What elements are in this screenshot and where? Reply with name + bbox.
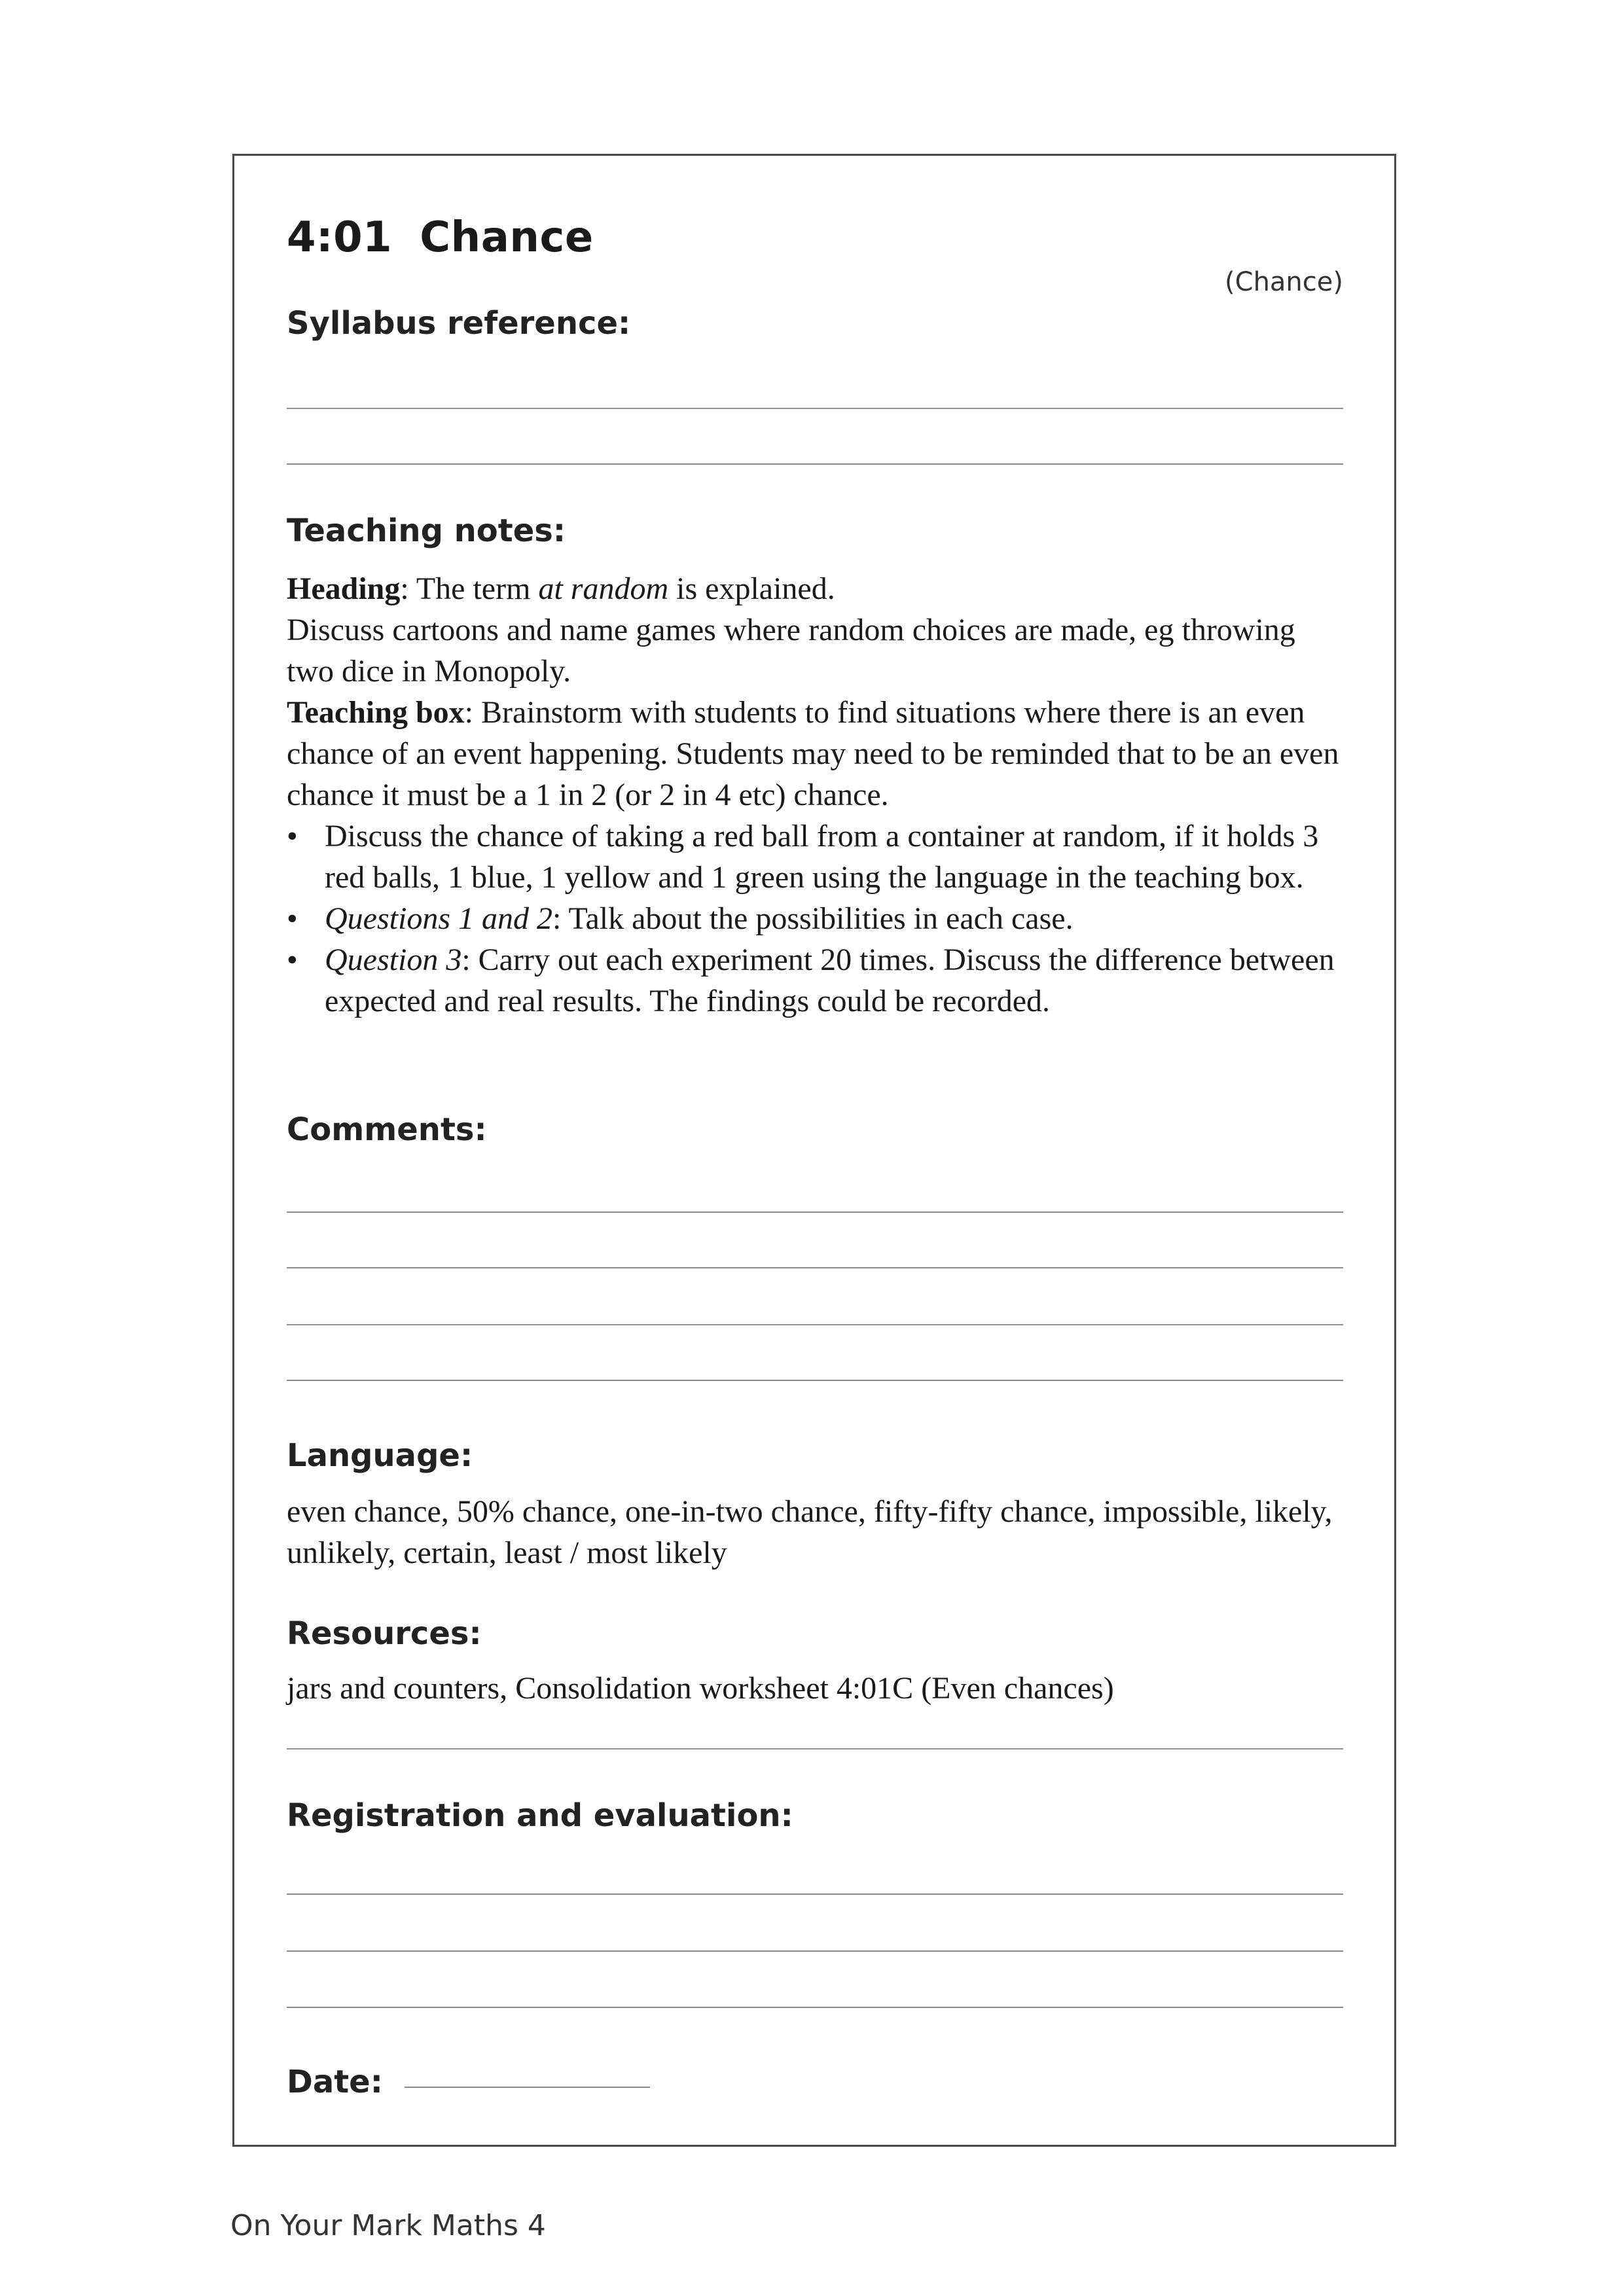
list-item-label: Question 3	[325, 942, 462, 977]
registration-line-1	[287, 1893, 1343, 1895]
lesson-title	[287, 213, 594, 262]
bullet-icon: •	[287, 942, 298, 977]
heading-note-text-a: : The term	[400, 571, 539, 606]
lesson-number: 4:01	[287, 213, 393, 262]
teaching-box-text: : Brainstorm with students to find situations where there is an even chance of an event happening. Students may need to be reminded that to be an even chance it must be a 1 in 2 (or 2 in 4 etc) chance.	[287, 695, 1339, 812]
teaching-box-label: Teaching box	[287, 695, 465, 730]
list-item-text: : Talk about the possibilities in each case.	[552, 901, 1074, 936]
list-item-text: Discuss the chance of taking a red ball from a container at random, if it holds 3 red balls, 1 blue, 1 yellow and 1 green using the language in the teaching box.	[325, 819, 1319, 895]
syllabus-line-2	[287, 463, 1343, 465]
bullet-icon: •	[287, 819, 298, 853]
language-text: even chance, 50% chance, one-in-two chance, fifty-fifty chance, impossible, likely, unlikely, certain, least / most likely	[287, 1494, 1333, 1570]
syllabus-reference-heading: Syllabus reference:	[287, 305, 631, 342]
comments-line-2	[287, 1267, 1343, 1268]
teaching-notes-list	[287, 816, 1343, 1022]
comments-heading: Comments:	[287, 1111, 487, 1148]
list-item-text: : Carry out each experiment 20 times. Discuss the difference between expected and real results. The findings could be recorded.	[325, 942, 1335, 1018]
teaching-notes-heading: Teaching notes:	[287, 512, 566, 549]
lesson-name: Chance	[420, 213, 594, 262]
discuss-note: Discuss cartoons and name games where random choices are made, eg throwing two dice in Monopoly.	[287, 613, 1295, 689]
list-item	[287, 816, 1343, 898]
comments-line-4	[287, 1380, 1343, 1381]
comments-line-3	[287, 1324, 1343, 1325]
topic-label: (Chance)	[1225, 267, 1343, 297]
lesson-card-content	[287, 156, 1343, 2145]
registration-heading: Registration and evaluation:	[287, 1797, 793, 1834]
registration-line-2	[287, 1950, 1343, 1952]
resources-heading: Resources:	[287, 1615, 482, 1652]
heading-note	[287, 568, 1343, 609]
syllabus-line-1	[287, 408, 1343, 409]
list-item-label: Questions 1 and 2	[325, 901, 552, 936]
list-item	[287, 939, 1343, 1022]
list-item	[287, 898, 1343, 939]
heading-label: Heading	[287, 571, 401, 606]
registration-line-3	[287, 2007, 1343, 2008]
teaching-box-note	[287, 692, 1343, 816]
language-heading: Language:	[287, 1437, 473, 1474]
teaching-notes-body	[287, 568, 1343, 1022]
lesson-card	[232, 154, 1396, 2147]
resources-line	[287, 1748, 1343, 1749]
at-random-term: at random	[538, 571, 669, 606]
page-footer: On Your Mark Maths 4	[230, 2209, 546, 2242]
date-line	[405, 2087, 650, 2088]
heading-note-text-b: is explained.	[668, 571, 835, 606]
resources-text: jars and counters, Consolidation worksheet 4:01C (Even chances)	[287, 1671, 1114, 1706]
comments-line-1	[287, 1211, 1343, 1213]
date-label: Date:	[287, 2064, 383, 2100]
bullet-icon: •	[287, 901, 298, 936]
